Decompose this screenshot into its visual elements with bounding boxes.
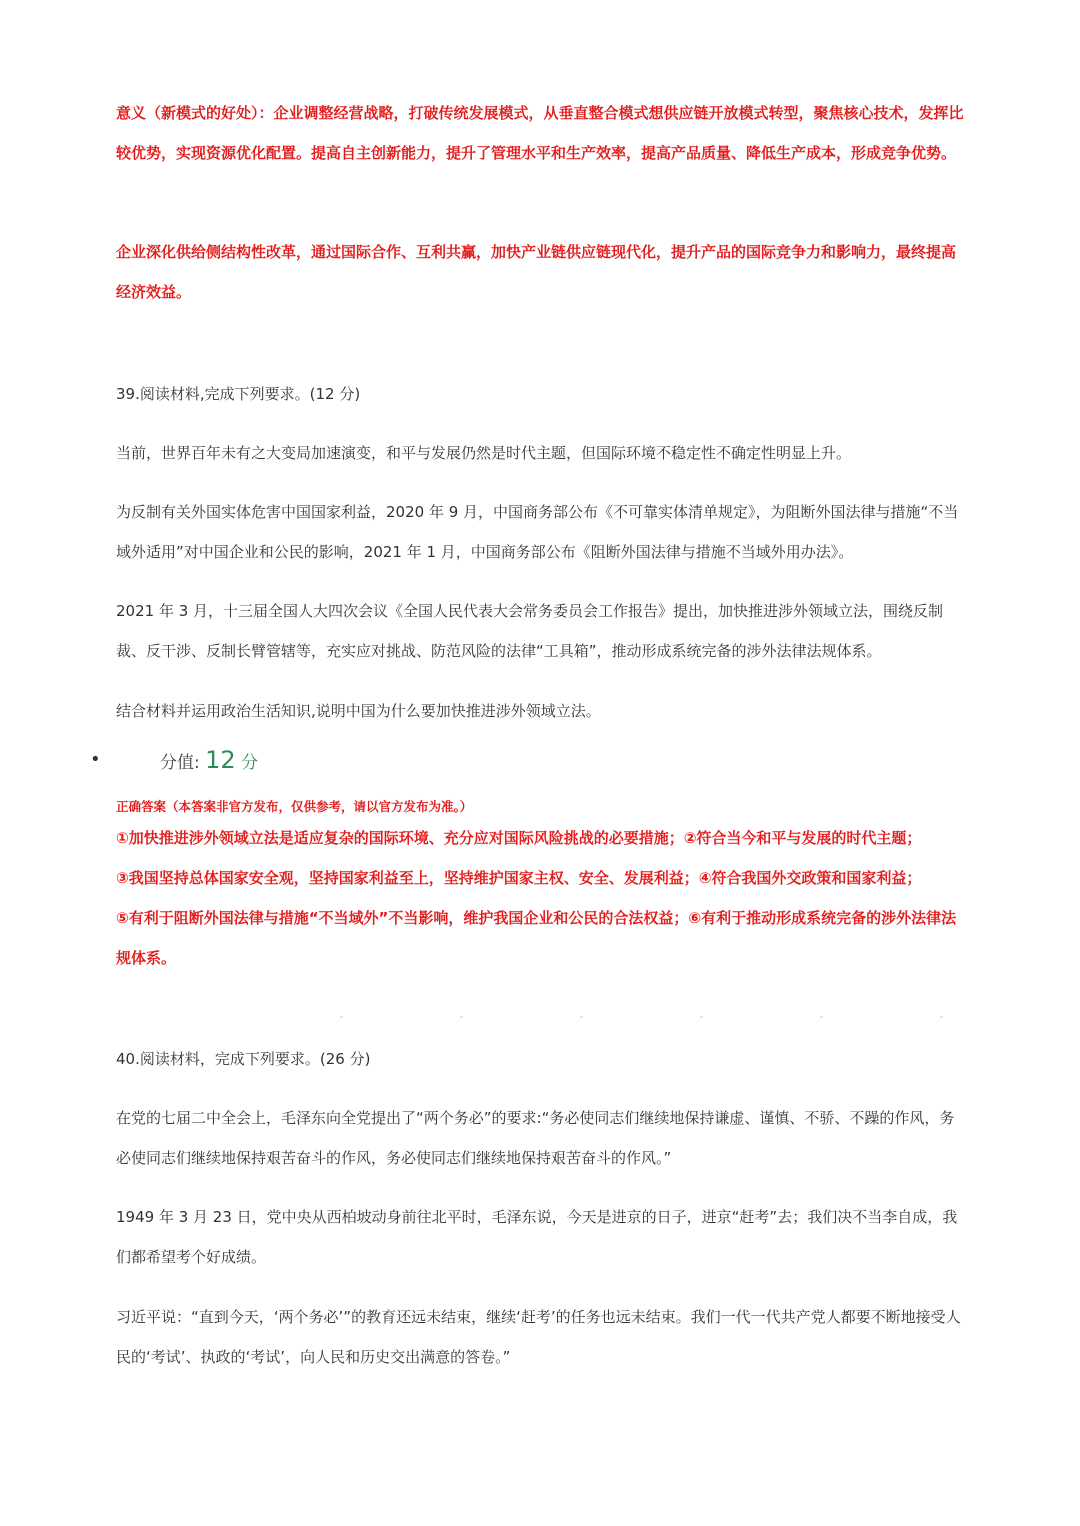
answer-line-3: ⑤有利于阻断外国法律与措施“不当域外”不当影响，维护我国企业和公民的合法权益；⑥有利于推动形成系统完备的涉外法律法规体系。 <box>116 909 957 967</box>
question-39-paragraph-1: 当前，世界百年未有之大变局加速演变，和平与发展仍然是时代主题，但国际环境不稳定性不确定性明显上升。 <box>116 444 852 462</box>
reform-paragraph: 企业深化供给侧结构性改革，通过国际合作、互利共赢，加快产业链供应链现代化，提升产品的国际竞争力和影响力，最终提高经济效益。 <box>116 243 957 301</box>
question-40-title: 40.阅读材料，完成下列要求。(26 分) <box>116 1050 371 1068</box>
meaning-paragraph: 意义（新模式的好处）：企业调整经营战略，打破传统发展模式，从垂直整合模式想供应链开放模式转型，聚焦核心技术，发挥比较优势，实现资源优化配置。提高自主创新能力，提升了管理水平和生产效率，提高产品质量、降低生产成本，形成竞争优势。 <box>116 104 964 162</box>
question-39-task: 结合材料并运用政治生活知识,说明中国为什么要加快推进涉外领域立法。 <box>116 702 601 720</box>
question-40-paragraph-3: 习近平说：“直到今天，‘两个务必’”的教育还远未结束，继续‘赶考’的任务也远未结束。我们一代一代共产党人都要不断地接受人民的‘考试’、执政的‘考试’，向人民和历史交出满意的答卷。” <box>116 1308 961 1366</box>
score-line <box>160 742 258 781</box>
question-40-paragraph-1: 在党的七届二中全会上，毛泽东向全党提出了“两个务必”的要求:“务必使同志们继续地保持谦虚、谨慎、不骄、不躁的作风，务必使同志们继续地保持艰苦奋斗的作风，务必使同志们继续地保持艰苦奋斗的作风。” <box>116 1109 955 1167</box>
bullet-point: • <box>90 749 101 770</box>
faint-divider <box>340 1016 970 1018</box>
question-39-title: 39.阅读材料,完成下列要求。(12 分) <box>116 385 361 403</box>
score-value: 12 <box>205 746 236 774</box>
question-39-paragraph-2: 为反制有关外国实体危害中国国家利益，2020 年 9 月，中国商务部公布《不可靠实体清单规定》，为阻断外国法律与措施“不当域外适用”对中国企业和公民的影响，2021 年 1 月，中国商务部公布《阻断外国法律与措施不当域外用办法》。 <box>116 503 959 561</box>
question-39-paragraph-3: 2021 年 3 月，十三届全国人大四次会议《全国人民代表大会常务委员会工作报告》提出，加快推进涉外领域立法，围绕反制裁、反干涉、反制长臂管辖等，充实应对挑战、防范风险的法律“工具箱”，推动形成系统完备的涉外法律法规体系。 <box>116 602 944 660</box>
answer-header: 正确答案（本答案非官方发布，仅供参考，请以官方发布为准。） <box>116 799 473 814</box>
question-40-paragraph-2: 1949 年 3 月 23 日，党中央从西柏坡动身前往北平时，毛泽东说，今天是进京的日子，进京“赶考”去；我们决不当李自成，我们都希望考个好成绩。 <box>116 1208 958 1266</box>
score-unit: 分 <box>235 753 259 773</box>
answer-line-1: ①加快推进涉外领域立法是适应复杂的国际环境、充分应对国际风险挑战的必要措施；②符合当今和平与发展的时代主题； <box>116 829 922 847</box>
score-label: 分值: <box>160 753 206 773</box>
answer-line-2: ③我国坚持总体国家安全观，坚持国家利益至上，坚持维护国家主权、安全、发展利益；④符合我国外交政策和国家利益； <box>116 869 922 887</box>
